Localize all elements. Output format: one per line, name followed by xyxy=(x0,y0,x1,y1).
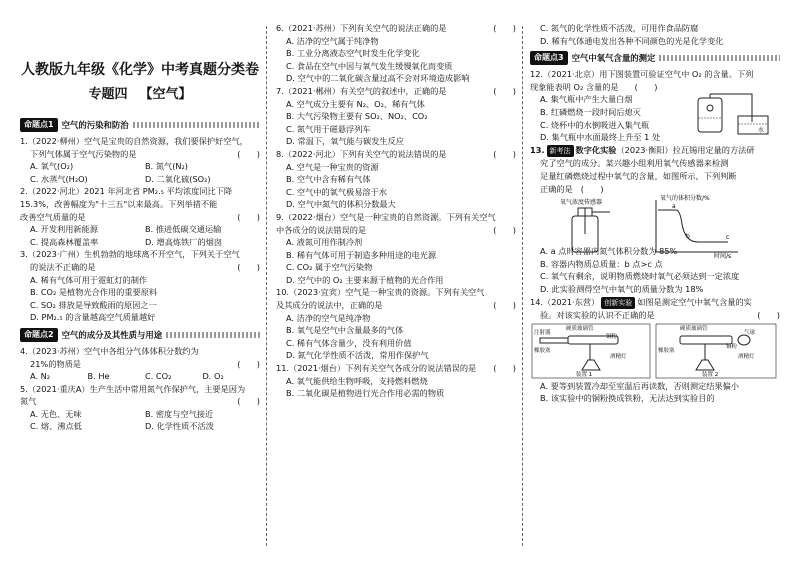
svg-text:注射器: 注射器 xyxy=(534,329,551,336)
column-3 xyxy=(530,22,780,405)
copper-powder-apparatus-figure xyxy=(530,322,778,380)
question-1: 1.（2022·柳州）空气是宝贵的自然资源，我们要保护好空气， 下列气体属于空气污染物的是 ( ) A. 氧气(O₂) B. 氮气(N₂) C. 水蒸气(H₂O) D. 二氧化硫(SO₂) xyxy=(20,136,260,184)
red-phosphorus-apparatus-figure xyxy=(692,90,778,140)
section-header-2: 命题点2 空气的成分及其性质与用途 xyxy=(20,328,260,342)
question-11-continued: C. 氮气的化学性质不活泼，可用作食品防腐 D. 稀有气体通电发出各种不同颜色的光是化学变化 xyxy=(540,23,724,46)
section-header-1: 命题点1 空气的污染和防治 xyxy=(20,118,260,132)
question-5: 5.（2021·重庆A）生产生活中常用氮气作保护气，主要是因为 氮气 ( ) A. 无色、无味 B. 密度与空气接近 C. 熔、沸点低 D. 化学性质不活泼 xyxy=(20,383,260,432)
column-1 xyxy=(20,22,260,433)
svg-text:铜粉: 铜粉 xyxy=(606,333,618,340)
section-header-3: 命题点3 空气中氧气含量的测定 xyxy=(530,51,780,65)
svg-text:酒精灯: 酒精灯 xyxy=(738,353,755,360)
question-7: 7.（2021·郴州）有关空气的叙述中，正确的是 ( ) A. 空气成分主要有 N₂、O₂、稀有气体 B. 大气污染物主要有 SO₂、NO₂、CO₂ C. 氮气用于磁悬浮列车 D. 常温下，氧气能与碳发生反应 xyxy=(276,85,516,147)
svg-text:b: b xyxy=(686,232,690,240)
column-2 xyxy=(276,22,516,400)
svg-text:a: a xyxy=(672,202,676,210)
column-divider xyxy=(522,26,523,546)
question-10: 10.（2023·宜宾）空气是一种宝贵的资源。下列有关空气 及其成分的说法中，正确的是 ( ) A. 洁净的空气是纯净物 B. 氧气是空气中含量最多的气体 C. 稀有气体含量少，没有利用价值 D. 氮气化学性质不活泼，常用作保护气 xyxy=(276,287,516,361)
svg-text:时间/s: 时间/s xyxy=(714,252,732,260)
svg-text:氧气的体积分数/%: 氧气的体积分数/% xyxy=(660,194,710,202)
question-12: 12.（2021·北京）用下图装置可验证空气中 O₂ 的含量。下列 现象能表明 O₂ 含量的是 ( ) A. 集气瓶中产生大量白烟 B. 红磷燃烧一段时间后熄灭 C. 烧杯中的水倒吸进入集气瓶 D. 集气瓶中水面最终上升至 1 处 水 xyxy=(530,68,780,144)
svg-text:橡胶塞: 橡胶塞 xyxy=(534,347,551,354)
svg-text:装置 1: 装置 1 xyxy=(576,371,593,378)
svg-text:水: 水 xyxy=(758,127,765,135)
question-3: 3.（2023·广州）生机勃勃的地球离不开空气，下列关于空气 的说法不正确的是 ( ) A. 稀有气体可用于霓虹灯的制作 B. CO₂ 是植物光合作用的重要原料 C. SO₂ 排放是导致酸雨的原因之一 D. PM₂.₅ 的含量越高空气质量越好 xyxy=(20,249,260,323)
svg-text:氧气浓度传感器: 氧气浓度传感器 xyxy=(560,198,603,206)
oxygen-sensor-figure xyxy=(548,194,748,260)
page-title: 人教版九年级《化学》中考真题分类卷 xyxy=(21,62,259,78)
question-4: 4.（2023·苏州）空气中各组分气体体积分数约为 21%的物质是 ( ) A. N₂ B. He C. CO₂ D. O₂ xyxy=(20,345,260,382)
page-subtitle: 专题四 【空气】 xyxy=(88,87,192,102)
question-2: 2.（2022·河北）2021 年河北省 PM₂.₅ 平均浓度同比下降 15.3%，改善幅度为"十三五"以来最高。下列举措不能 改善空气质量的是 ( ) A. 开发利用新能源 B. 推进低碳交通运输 C. 提高森林覆盖率 D. 增高炼铁厂的烟囱 xyxy=(20,186,260,247)
question-9: 9.（2022·烟台）空气是一种宝贵的自然资源。下列有关空气 中各成分的说法错误的是 ( ) A. 液氮可用作制冷剂 B. 稀有气体可用于制造多种用途的电光源 C. CO₂ 属于空气污染物 D. 空气中的 O₂ 主要来源于植物的光合作用 xyxy=(276,211,516,285)
svg-text:c: c xyxy=(726,233,730,241)
svg-text:橡胶塞: 橡胶塞 xyxy=(658,347,675,354)
question-6: 6.（2021·苏州）下列有关空气的说法正确的是 ( ) A. 洁净的空气属于纯净物 B. 工业分离液态空气时发生化学变化 C. 食品在空气中因与氧气发生缓慢氧化而变质 D. 空气中的二氧化碳含量过高不会对环境造成影响 xyxy=(276,23,516,84)
question-14: 14.（2021·东营） 创新实验 如图是测定空气中氧气含量的实 验。对该实验的认识不正确的是 ( ) 注射器 硬质玻璃管 铜粉 橡胶塞 酒精灯 装置 1 硬质玻璃管 气球 铜粉 橡胶塞 酒精灯 装置 2 A. 要等到装置冷却至室温后再读数，否则测定结果偏小 B. 该实验中的铜粉换成铁粉，无法达到实验目的 xyxy=(530,296,780,404)
svg-text:铜粉: 铜粉 xyxy=(726,343,738,350)
svg-text:装置 2: 装置 2 xyxy=(702,371,719,378)
svg-text:硬质玻璃管: 硬质玻璃管 xyxy=(680,325,708,332)
question-13: 13. 新考法 数字化实验（2023·衡阳）拉瓦锡用定量的方法研 究了空气的成分。某兴趣小组利用氧气传感器来检测 足量红磷燃烧过程中氧气的含量，如图所示，下列判断 正确的是 ( ) 氧气浓度传感器 氧气的体积分数/% 时间/s a b c A. a 点时容器内氮气体积分数为 85% B. 容器内物质总质量：b 点>c 点 C. 氧气有剩余，说明物质燃烧时氧气必须达到一定浓度 D. 此实验测得空气中氧气的质量分数为 18% xyxy=(530,144,755,294)
svg-text:气球: 气球 xyxy=(744,329,756,336)
question-8: 8.（2022·河北）下列有关空气的说法错误的是 ( ) A. 空气是一种宝贵的资源 B. 空气中含有稀有气体 C. 空气中的氧气极易溶于水 D. 空气中氮气的体积分数最大 xyxy=(276,148,516,210)
question-11: 11.（2021·烟台）下列有关空气各成分的说法错误的是 ( ) A. 氧气能供给生物呼吸，支持燃料燃烧 B. 二氧化碳是植物进行光合作用必需的物质 xyxy=(276,363,516,399)
column-divider xyxy=(266,26,267,546)
svg-text:酒精灯: 酒精灯 xyxy=(610,353,627,360)
svg-text:硬质玻璃管: 硬质玻璃管 xyxy=(566,325,594,332)
